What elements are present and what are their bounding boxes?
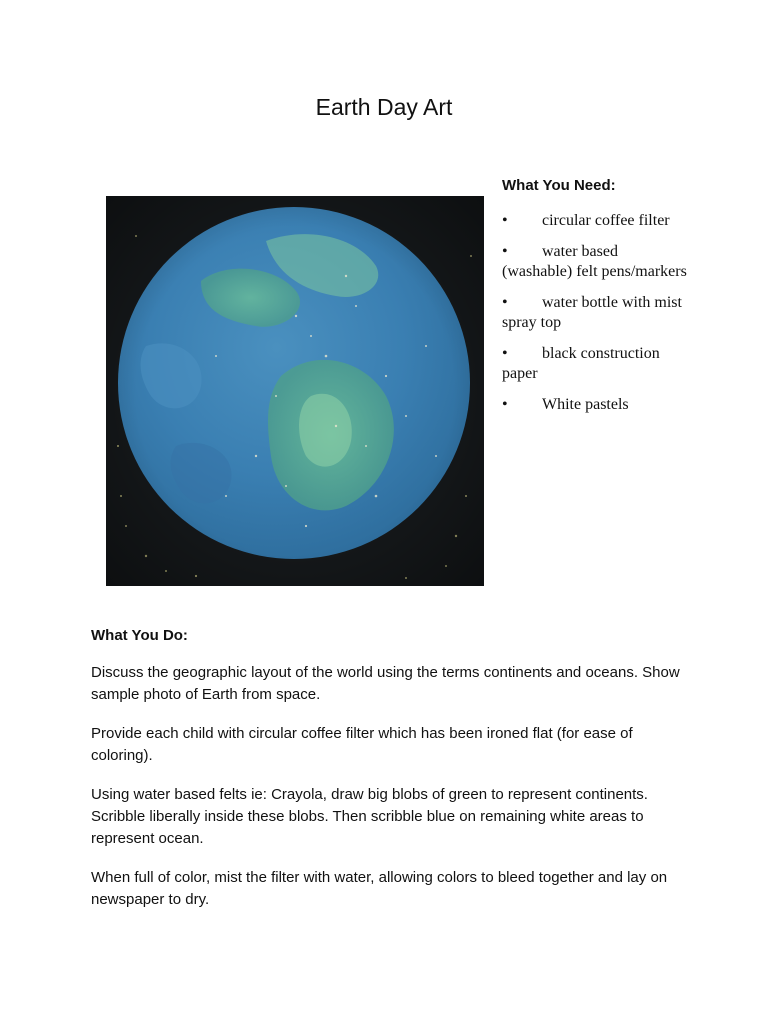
list-item-text: water bottle with mist spray top <box>502 293 682 331</box>
what-you-need-heading: What You Need: <box>502 177 616 194</box>
bullet-icon: • <box>502 212 508 229</box>
list-item <box>502 293 692 334</box>
list-item <box>502 395 692 416</box>
what-you-do-section <box>91 627 691 928</box>
list-item-text: water based (washable) felt pens/markers <box>502 242 687 280</box>
what-you-do-heading: What You Do: <box>91 627 188 644</box>
earth-art-image <box>106 196 484 586</box>
what-you-need-section <box>502 177 692 425</box>
list-item-text: circular coffee filter <box>542 212 670 229</box>
bullet-icon: • <box>502 395 508 413</box>
list-item-text: White pastels <box>542 395 629 413</box>
instruction-paragraph: When full of color, mist the filter with water, allowing colors to bleed together and lay on newspaper to dry. <box>91 869 668 908</box>
materials-list <box>502 211 692 415</box>
list-item-text: black construction paper <box>502 344 660 382</box>
list-item <box>502 242 692 283</box>
bullet-icon: • <box>502 293 508 311</box>
list-item <box>502 344 692 385</box>
earth-artwork-photo <box>106 196 484 586</box>
instruction-paragraph: Discuss the geographic layout of the world using the terms continents and oceans. Show sample photo of Earth from space. <box>91 664 680 703</box>
bullet-icon: • <box>502 344 508 362</box>
list-item <box>502 211 692 232</box>
bullet-icon: • <box>502 242 508 260</box>
page-title: Earth Day Art <box>315 94 453 120</box>
instruction-paragraph: Using water based felts ie: Crayola, draw big blobs of green to represent continents. Scribble liberally inside these blobs. Then scribble blue on remaining white areas to represent ocean. <box>91 786 648 847</box>
instruction-paragraph: Provide each child with circular coffee filter which has been ironed flat (for ease of coloring). <box>91 725 633 764</box>
